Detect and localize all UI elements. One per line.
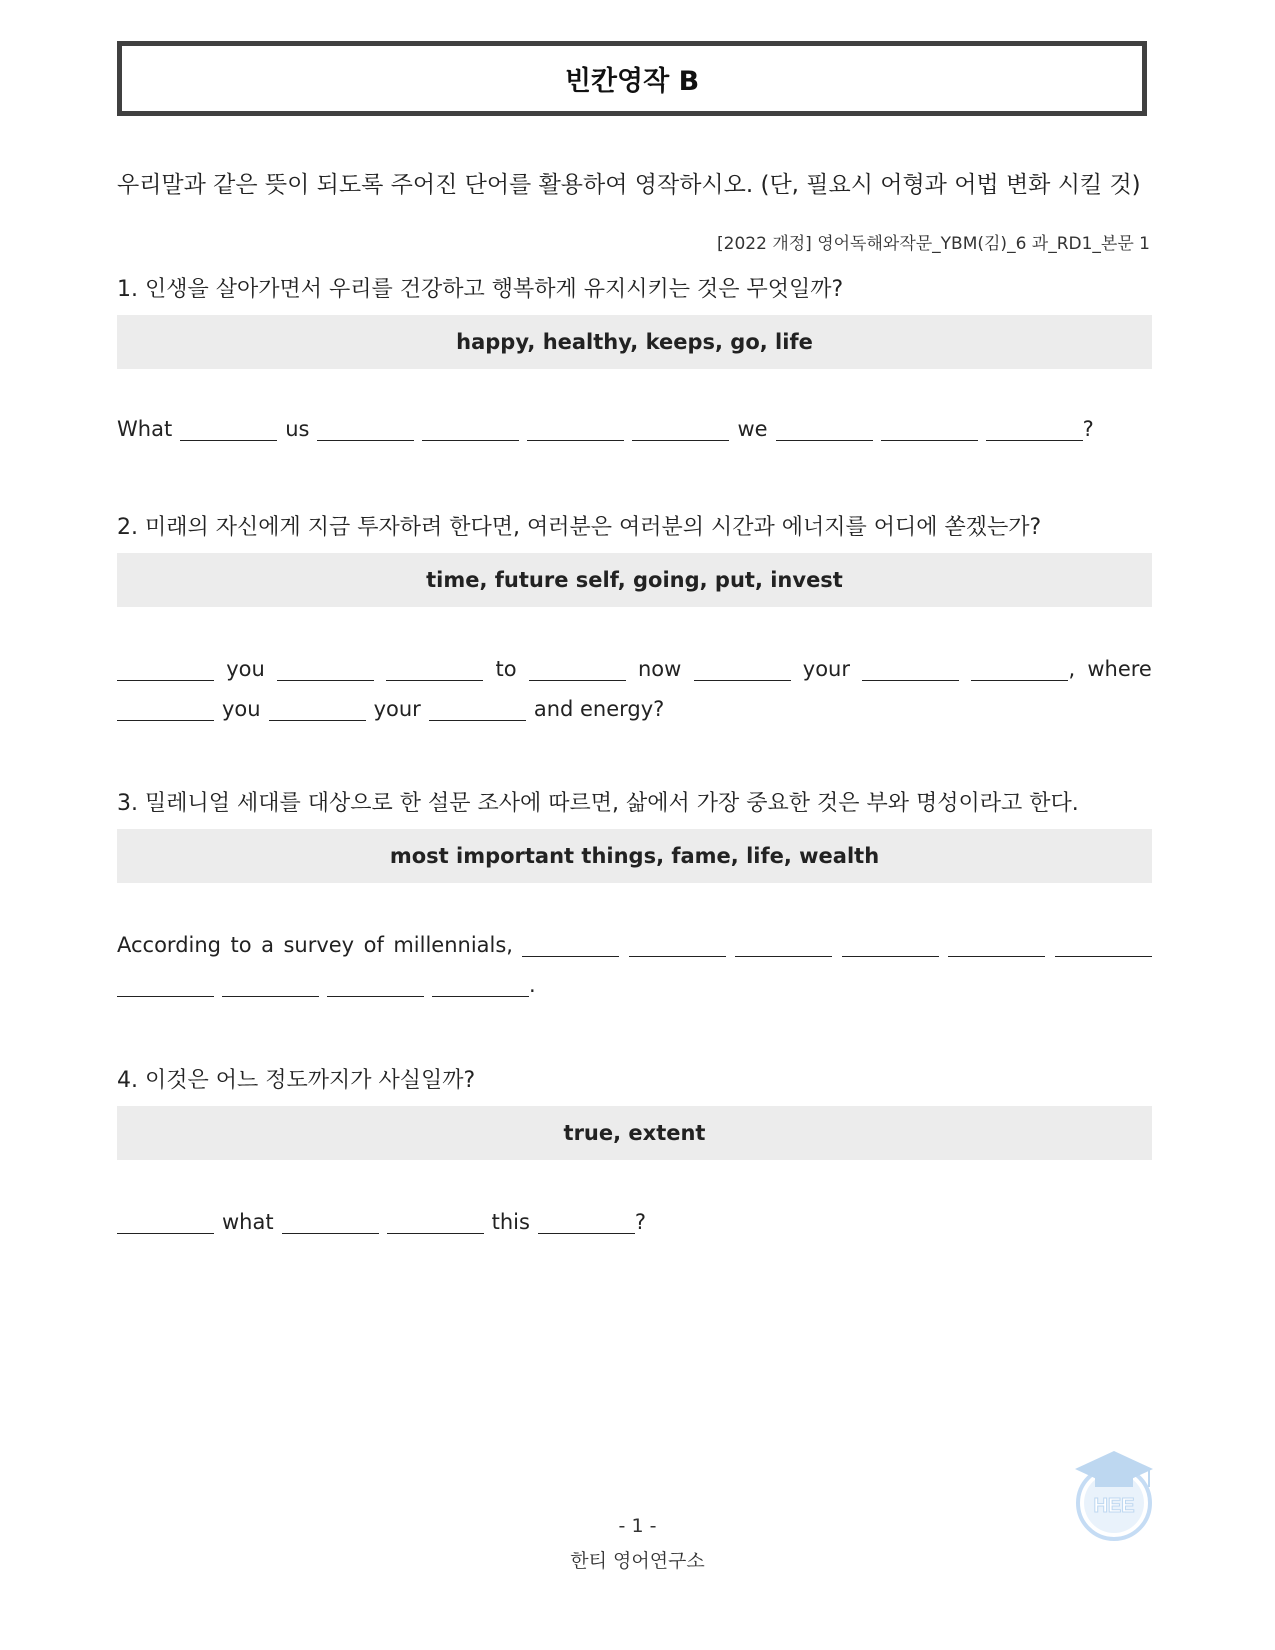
answer-word: millennials, (393, 933, 513, 957)
answer-blank[interactable] (522, 938, 619, 957)
answer-blank[interactable] (735, 938, 832, 957)
instruction-text: 우리말과 같은 뜻이 되도록 주어진 단어를 활용하여 영작하시오. (단, 필요시 어형과 어법 변화 시킬 것) (117, 172, 1141, 198)
answer-blank[interactable] (432, 978, 529, 997)
answer-blank[interactable] (862, 662, 959, 681)
question-2 (117, 510, 1152, 721)
answer-blank[interactable] (269, 702, 366, 721)
answer-blank[interactable] (971, 662, 1068, 681)
answer-blank[interactable] (529, 662, 626, 681)
answer-blank[interactable] (776, 422, 873, 441)
answer-line (117, 1206, 1152, 1234)
question-prompt: 2. 미래의 자신에게 지금 투자하려 한다면, 여러분은 여러분의 시간과 에너지를 어디에 쏟겠는가? (117, 515, 1042, 540)
answer-word: and energy? (533, 697, 665, 721)
answer-blank[interactable] (117, 662, 214, 681)
answer-word: of (363, 933, 384, 957)
answer-blank[interactable] (327, 978, 424, 997)
answer-blank[interactable] (117, 1215, 214, 1234)
answer-line (117, 693, 1152, 721)
answer-blank[interactable] (429, 702, 526, 721)
answer-word: to (495, 657, 517, 681)
answer-word: us (285, 417, 310, 441)
answer-blank[interactable] (277, 662, 374, 681)
answer-word: to (230, 933, 252, 957)
answer-blank[interactable] (117, 978, 214, 997)
answer-word: your (802, 657, 851, 681)
source-reference: [2022 개정] 영어독해와작문_YBM(김)_6 과_RD1_본문 1 (717, 234, 1150, 254)
question-4 (117, 1063, 1152, 1234)
answer-line (117, 413, 1152, 441)
answer-blank[interactable] (632, 422, 729, 441)
logo-text: HEE (1093, 1495, 1135, 1517)
answer-word: a (261, 933, 274, 957)
answer-blank[interactable] (387, 1215, 484, 1234)
question-3 (117, 786, 1152, 997)
question-prompt: 3. 밀레니얼 세대를 대상으로 한 설문 조사에 따르면, 삶에서 가장 중요한 것은 부와 명성이라고 한다. (117, 791, 1079, 816)
answer-blank[interactable] (317, 422, 414, 441)
footer-organization: 한티 영어연구소 (570, 1550, 705, 1572)
question-prompt: 4. 이것은 어느 정도까지가 사실일까? (117, 1068, 476, 1093)
word-hint-box: time, future self, going, put, invest (117, 553, 1152, 607)
answer-blank[interactable] (180, 422, 277, 441)
answer-word: survey (283, 933, 355, 957)
answer-blank[interactable] (881, 422, 978, 441)
answer-blank[interactable] (1055, 938, 1152, 957)
answer-blank[interactable] (538, 1215, 635, 1234)
answer-line (117, 929, 1152, 957)
answer-punctuation: ? (1082, 417, 1094, 441)
word-hint-box: true, extent (117, 1106, 1152, 1160)
page-number: - 1 - (618, 1515, 657, 1537)
answer-punctuation: ? (634, 1210, 647, 1234)
answer-blank[interactable] (694, 662, 791, 681)
answer-word: you (222, 697, 261, 721)
answer-blank[interactable] (117, 702, 214, 721)
answer-blank[interactable] (386, 662, 483, 681)
answer-word: you (226, 657, 265, 681)
answer-line (117, 653, 1152, 681)
answer-blank[interactable] (222, 978, 319, 997)
worksheet-title-box (117, 41, 1147, 116)
answer-blank[interactable] (629, 938, 726, 957)
answer-line (117, 969, 1152, 997)
answer-word: this (491, 1210, 530, 1234)
answer-blank[interactable] (422, 422, 519, 441)
word-hint-box: happy, healthy, keeps, go, life (117, 315, 1152, 369)
answer-blank[interactable] (986, 422, 1083, 441)
worksheet-title: 빈칸영작 B (564, 66, 700, 97)
answer-word: we (737, 417, 768, 441)
answer-punctuation: . (529, 973, 536, 997)
answer-blank[interactable] (842, 938, 939, 957)
answer-word: now (638, 657, 682, 681)
question-1 (117, 272, 1152, 441)
answer-blank[interactable] (282, 1215, 379, 1234)
word-hint-box: most important things, fame, life, wealth (117, 829, 1152, 883)
graduation-cap-icon (1073, 1447, 1155, 1543)
answer-word: where (1087, 657, 1152, 681)
answer-word: what (222, 1210, 274, 1234)
question-prompt: 1. 인생을 살아가면서 우리를 건강하고 행복하게 유지시키는 것은 무엇일까? (117, 277, 844, 302)
answer-word: your (373, 697, 421, 721)
answer-word: According (117, 933, 222, 957)
answer-punctuation: , (1068, 657, 1076, 681)
answer-word: What (117, 417, 173, 441)
answer-blank[interactable] (948, 938, 1045, 957)
answer-blank[interactable] (527, 422, 624, 441)
